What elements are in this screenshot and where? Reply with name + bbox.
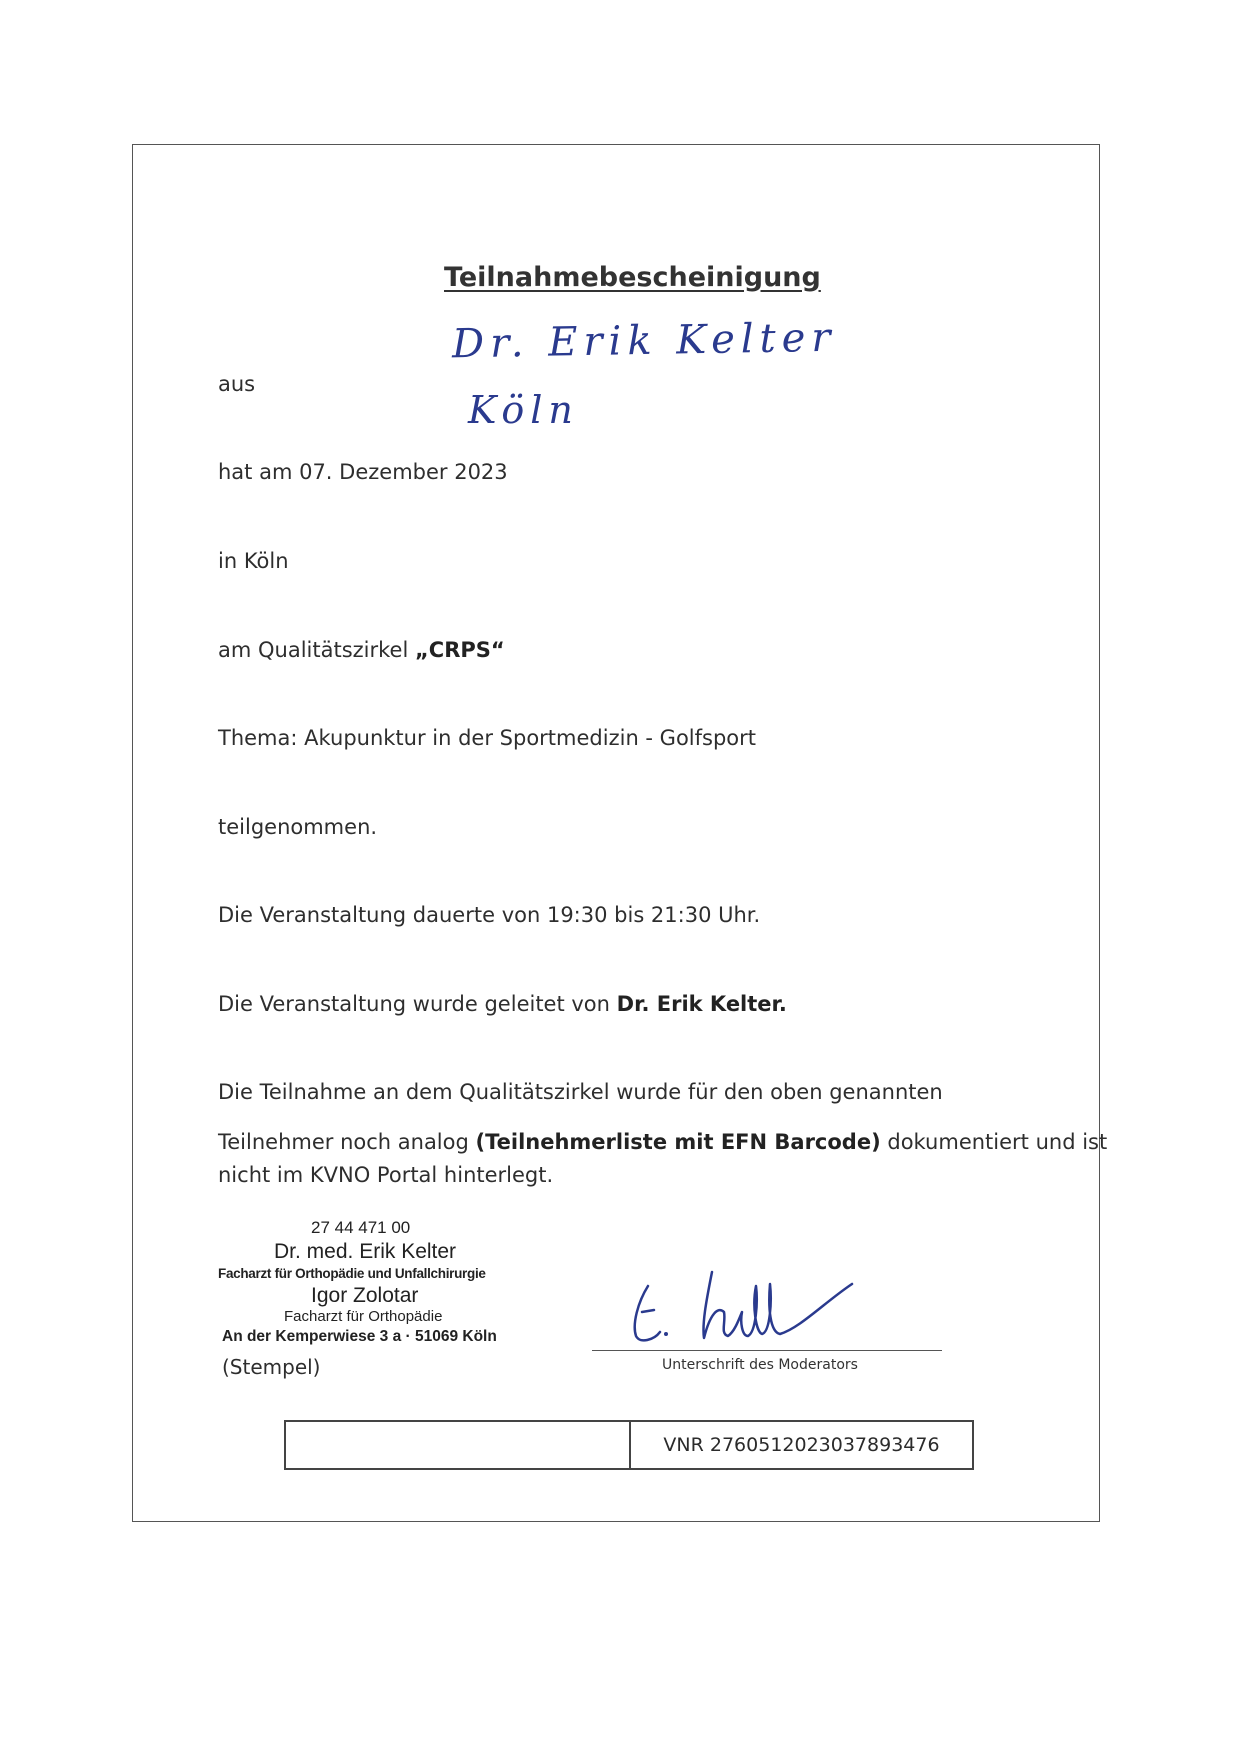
quality-circle-prefix: am Qualitätszirkel [218,638,415,662]
handwritten-participant-name: Dr. Erik Kelter [451,314,837,368]
participated-text: teilgenommen. [218,815,378,839]
note-line-2-suffix: dokumentiert und ist [880,1130,1108,1154]
note-line-2 [218,1130,1107,1154]
note-line-2-prefix: Teilnehmer noch analog [218,1130,476,1154]
vnr-number: VNR 2760512023037893476 [663,1434,940,1456]
stamp-doctor-1: Dr. med. Erik Kelter [274,1240,457,1263]
document-title: Teilnahmebescheinigung [444,262,821,293]
stamp-specialty-2: Facharzt für Orthopädie [284,1308,443,1325]
stamp-specialty-1: Facharzt für Orthopädie und Unfallchirurgie [218,1266,486,1281]
stamp-doctor-2: Igor Zolotar [311,1284,419,1307]
stamp-number: 27 44 471 00 [311,1218,411,1237]
event-date: hat am 07. Dezember 2023 [218,460,508,484]
note-line-1: Die Teilnahme an dem Qualitätszirkel wurde für den oben genannten [218,1080,943,1104]
event-place: in Köln [218,549,289,573]
label-aus: aus [218,372,256,396]
quality-circle-line [218,638,505,662]
moderator-prefix: Die Veranstaltung wurde geleitet von [218,992,617,1016]
signature-line [592,1350,942,1351]
quality-circle-name: „CRPS“ [415,638,505,662]
vnr-empty-cell [286,1422,631,1468]
event-moderator-line [218,992,787,1016]
note-line-2-bold: (Teilnehmerliste mit EFN Barcode) [475,1130,881,1154]
moderator-signature [620,1262,870,1352]
stamp-caption: (Stempel) [222,1355,321,1379]
note-line-3: nicht im KVNO Portal hinterlegt. [218,1163,554,1187]
stamp-address: An der Kemperwiese 3 a · 51069 Köln [222,1328,497,1345]
vnr-box [284,1420,974,1470]
signature-caption: Unterschrift des Moderators [662,1357,858,1373]
event-duration: Die Veranstaltung dauerte von 19:30 bis 21:30 Uhr. [218,903,761,927]
handwritten-participant-city: Köln [468,388,579,432]
event-topic: Thema: Akupunktur in der Sportmedizin - Golfsport [218,726,757,750]
moderator-name: Dr. Erik Kelter. [616,992,787,1016]
